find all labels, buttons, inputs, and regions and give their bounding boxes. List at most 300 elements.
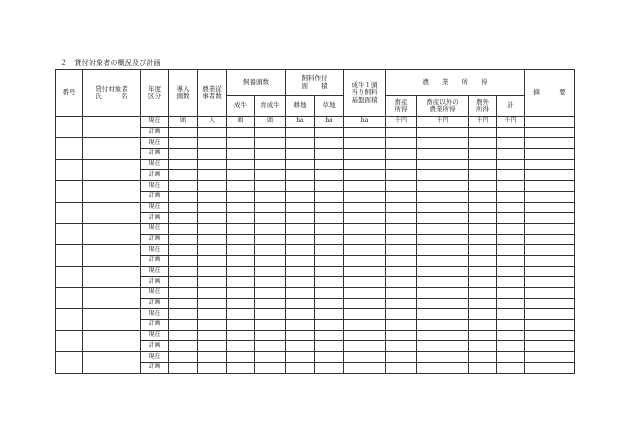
value-cell-inc-livestock[interactable] (386, 245, 417, 256)
remarks-cell[interactable] (525, 159, 575, 170)
value-cell-inc-other[interactable] (417, 330, 469, 341)
value-cell-per-head[interactable] (344, 191, 386, 202)
value-cell-intro[interactable] (169, 213, 198, 224)
value-cell-intro[interactable] (169, 298, 198, 309)
value-cell-inc-total[interactable]: 千円 (497, 117, 525, 128)
value-cell-young[interactable] (255, 213, 286, 224)
value-cell-workers[interactable] (198, 288, 227, 299)
value-cell-inc-total[interactable] (497, 330, 525, 341)
value-cell-young[interactable] (255, 298, 286, 309)
value-cell-intro[interactable] (169, 181, 198, 192)
remarks-cell[interactable] (525, 298, 575, 309)
value-cell-inc-other[interactable] (417, 245, 469, 256)
value-cell-inc-livestock[interactable] (386, 181, 417, 192)
value-cell-young[interactable] (255, 245, 286, 256)
value-cell-inc-livestock[interactable] (386, 255, 417, 266)
value-cell-inc-livestock[interactable] (386, 234, 417, 245)
value-cell-tilled[interactable] (286, 138, 315, 149)
value-cell-adult[interactable] (227, 309, 255, 320)
value-cell-grass[interactable] (315, 159, 344, 170)
value-cell-tilled[interactable] (286, 288, 315, 299)
value-cell-inc-other[interactable] (417, 191, 469, 202)
value-cell-inc-other[interactable] (417, 298, 469, 309)
value-cell-tilled[interactable] (286, 255, 315, 266)
value-cell-young[interactable] (255, 255, 286, 266)
value-cell-workers[interactable] (198, 170, 227, 181)
value-cell-grass[interactable] (315, 181, 344, 192)
remarks-cell[interactable] (525, 352, 575, 363)
value-cell-intro[interactable] (169, 255, 198, 266)
value-cell-tilled[interactable] (286, 223, 315, 234)
applicant-name-cell[interactable] (83, 245, 141, 266)
value-cell-workers[interactable] (198, 202, 227, 213)
remarks-cell[interactable] (525, 181, 575, 192)
value-cell-per-head[interactable] (344, 309, 386, 320)
value-cell-adult[interactable] (227, 330, 255, 341)
value-cell-adult[interactable] (227, 170, 255, 181)
value-cell-workers[interactable]: 人 (198, 117, 227, 128)
value-cell-inc-off[interactable] (469, 266, 497, 277)
remarks-cell[interactable] (525, 117, 575, 128)
value-cell-inc-livestock[interactable] (386, 309, 417, 320)
value-cell-inc-total[interactable] (497, 341, 525, 352)
value-cell-workers[interactable] (198, 159, 227, 170)
value-cell-grass[interactable] (315, 330, 344, 341)
value-cell-young[interactable] (255, 191, 286, 202)
value-cell-adult[interactable]: 頭 (227, 117, 255, 128)
remarks-cell[interactable] (525, 149, 575, 160)
remarks-cell[interactable] (525, 213, 575, 224)
value-cell-workers[interactable] (198, 181, 227, 192)
value-cell-tilled[interactable] (286, 181, 315, 192)
value-cell-intro[interactable] (169, 159, 198, 170)
value-cell-inc-total[interactable] (497, 362, 525, 373)
value-cell-inc-off[interactable]: 千円 (469, 117, 497, 128)
value-cell-intro[interactable] (169, 234, 198, 245)
value-cell-grass[interactable] (315, 362, 344, 373)
value-cell-inc-off[interactable] (469, 223, 497, 234)
value-cell-per-head[interactable] (344, 170, 386, 181)
value-cell-per-head[interactable] (344, 266, 386, 277)
value-cell-inc-other[interactable] (417, 170, 469, 181)
value-cell-tilled[interactable] (286, 127, 315, 138)
value-cell-inc-off[interactable] (469, 330, 497, 341)
value-cell-inc-total[interactable] (497, 298, 525, 309)
value-cell-intro[interactable] (169, 223, 198, 234)
number-cell[interactable] (56, 288, 83, 309)
value-cell-adult[interactable] (227, 288, 255, 299)
value-cell-workers[interactable] (198, 330, 227, 341)
number-cell[interactable] (56, 181, 83, 202)
value-cell-adult[interactable] (227, 149, 255, 160)
value-cell-tilled[interactable] (286, 234, 315, 245)
value-cell-adult[interactable] (227, 181, 255, 192)
remarks-cell[interactable] (525, 309, 575, 320)
value-cell-inc-other[interactable] (417, 234, 469, 245)
remarks-cell[interactable] (525, 127, 575, 138)
value-cell-inc-off[interactable] (469, 159, 497, 170)
value-cell-per-head[interactable] (344, 149, 386, 160)
value-cell-inc-livestock[interactable] (386, 202, 417, 213)
value-cell-per-head[interactable] (344, 223, 386, 234)
value-cell-per-head[interactable] (344, 320, 386, 331)
value-cell-adult[interactable] (227, 341, 255, 352)
value-cell-tilled[interactable] (286, 159, 315, 170)
value-cell-inc-off[interactable] (469, 298, 497, 309)
value-cell-tilled[interactable] (286, 245, 315, 256)
value-cell-inc-livestock[interactable] (386, 127, 417, 138)
value-cell-workers[interactable] (198, 245, 227, 256)
value-cell-inc-other[interactable] (417, 288, 469, 299)
value-cell-young[interactable] (255, 309, 286, 320)
value-cell-inc-livestock[interactable] (386, 330, 417, 341)
value-cell-tilled[interactable] (286, 341, 315, 352)
value-cell-inc-other[interactable] (417, 362, 469, 373)
value-cell-inc-total[interactable] (497, 202, 525, 213)
value-cell-workers[interactable] (198, 234, 227, 245)
number-cell[interactable] (56, 309, 83, 330)
remarks-cell[interactable] (525, 341, 575, 352)
value-cell-young[interactable] (255, 320, 286, 331)
value-cell-inc-total[interactable] (497, 213, 525, 224)
value-cell-intro[interactable] (169, 320, 198, 331)
value-cell-young[interactable]: 頭 (255, 117, 286, 128)
value-cell-grass[interactable] (315, 138, 344, 149)
value-cell-adult[interactable] (227, 159, 255, 170)
value-cell-young[interactable] (255, 341, 286, 352)
value-cell-inc-total[interactable] (497, 234, 525, 245)
remarks-cell[interactable] (525, 330, 575, 341)
value-cell-intro[interactable] (169, 149, 198, 160)
value-cell-inc-total[interactable] (497, 288, 525, 299)
value-cell-tilled[interactable]: ha (286, 117, 315, 128)
value-cell-young[interactable] (255, 127, 286, 138)
value-cell-adult[interactable] (227, 320, 255, 331)
applicant-name-cell[interactable] (83, 330, 141, 351)
value-cell-intro[interactable] (169, 245, 198, 256)
value-cell-workers[interactable] (198, 362, 227, 373)
value-cell-adult[interactable] (227, 127, 255, 138)
remarks-cell[interactable] (525, 223, 575, 234)
number-cell[interactable] (56, 245, 83, 266)
value-cell-workers[interactable] (198, 138, 227, 149)
value-cell-young[interactable] (255, 277, 286, 288)
value-cell-workers[interactable] (198, 320, 227, 331)
remarks-cell[interactable] (525, 277, 575, 288)
value-cell-adult[interactable] (227, 138, 255, 149)
value-cell-inc-livestock[interactable] (386, 341, 417, 352)
value-cell-tilled[interactable] (286, 149, 315, 160)
value-cell-adult[interactable] (227, 266, 255, 277)
value-cell-workers[interactable] (198, 298, 227, 309)
value-cell-tilled[interactable] (286, 362, 315, 373)
value-cell-intro[interactable] (169, 191, 198, 202)
value-cell-inc-off[interactable] (469, 352, 497, 363)
value-cell-workers[interactable] (198, 191, 227, 202)
value-cell-per-head[interactable] (344, 234, 386, 245)
value-cell-workers[interactable] (198, 223, 227, 234)
value-cell-adult[interactable] (227, 191, 255, 202)
value-cell-young[interactable] (255, 352, 286, 363)
value-cell-inc-other[interactable] (417, 266, 469, 277)
value-cell-inc-off[interactable] (469, 341, 497, 352)
number-cell[interactable] (56, 352, 83, 373)
value-cell-per-head[interactable] (344, 362, 386, 373)
value-cell-grass[interactable]: ha (315, 117, 344, 128)
value-cell-tilled[interactable] (286, 277, 315, 288)
value-cell-inc-other[interactable] (417, 159, 469, 170)
value-cell-grass[interactable] (315, 170, 344, 181)
value-cell-intro[interactable] (169, 362, 198, 373)
value-cell-inc-livestock[interactable] (386, 213, 417, 224)
value-cell-inc-total[interactable] (497, 352, 525, 363)
value-cell-inc-other[interactable] (417, 181, 469, 192)
value-cell-intro[interactable]: 頭 (169, 117, 198, 128)
value-cell-inc-total[interactable] (497, 266, 525, 277)
value-cell-adult[interactable] (227, 362, 255, 373)
value-cell-tilled[interactable] (286, 309, 315, 320)
value-cell-inc-other[interactable]: 千円 (417, 117, 469, 128)
value-cell-inc-off[interactable] (469, 234, 497, 245)
value-cell-intro[interactable] (169, 341, 198, 352)
value-cell-inc-livestock[interactable] (386, 223, 417, 234)
value-cell-inc-other[interactable] (417, 255, 469, 266)
value-cell-tilled[interactable] (286, 298, 315, 309)
value-cell-workers[interactable] (198, 341, 227, 352)
value-cell-inc-other[interactable] (417, 223, 469, 234)
value-cell-inc-livestock[interactable] (386, 149, 417, 160)
value-cell-tilled[interactable] (286, 330, 315, 341)
value-cell-adult[interactable] (227, 255, 255, 266)
value-cell-per-head[interactable] (344, 352, 386, 363)
value-cell-intro[interactable] (169, 352, 198, 363)
value-cell-inc-other[interactable] (417, 149, 469, 160)
number-cell[interactable] (56, 223, 83, 244)
value-cell-young[interactable] (255, 202, 286, 213)
value-cell-per-head[interactable] (344, 288, 386, 299)
value-cell-inc-off[interactable] (469, 149, 497, 160)
value-cell-grass[interactable] (315, 255, 344, 266)
value-cell-grass[interactable] (315, 127, 344, 138)
value-cell-inc-off[interactable] (469, 309, 497, 320)
value-cell-grass[interactable] (315, 309, 344, 320)
number-cell[interactable] (56, 330, 83, 351)
value-cell-inc-off[interactable] (469, 255, 497, 266)
applicant-name-cell[interactable] (83, 159, 141, 180)
remarks-cell[interactable] (525, 245, 575, 256)
value-cell-grass[interactable] (315, 320, 344, 331)
value-cell-inc-total[interactable] (497, 255, 525, 266)
applicant-name-cell[interactable] (83, 223, 141, 244)
value-cell-grass[interactable] (315, 223, 344, 234)
value-cell-inc-other[interactable] (417, 352, 469, 363)
applicant-name-cell[interactable] (83, 288, 141, 309)
number-cell[interactable] (56, 159, 83, 180)
value-cell-tilled[interactable] (286, 170, 315, 181)
value-cell-inc-off[interactable] (469, 181, 497, 192)
value-cell-grass[interactable] (315, 149, 344, 160)
value-cell-inc-livestock[interactable] (386, 191, 417, 202)
value-cell-inc-total[interactable] (497, 170, 525, 181)
value-cell-adult[interactable] (227, 213, 255, 224)
number-cell[interactable] (56, 138, 83, 159)
value-cell-inc-off[interactable] (469, 170, 497, 181)
value-cell-intro[interactable] (169, 170, 198, 181)
value-cell-inc-off[interactable] (469, 138, 497, 149)
value-cell-inc-other[interactable] (417, 213, 469, 224)
value-cell-inc-total[interactable] (497, 138, 525, 149)
value-cell-workers[interactable] (198, 149, 227, 160)
value-cell-inc-off[interactable] (469, 127, 497, 138)
value-cell-intro[interactable] (169, 309, 198, 320)
value-cell-grass[interactable] (315, 245, 344, 256)
value-cell-intro[interactable] (169, 138, 198, 149)
remarks-cell[interactable] (525, 170, 575, 181)
value-cell-inc-livestock[interactable] (386, 352, 417, 363)
value-cell-young[interactable] (255, 170, 286, 181)
remarks-cell[interactable] (525, 202, 575, 213)
value-cell-per-head[interactable] (344, 330, 386, 341)
value-cell-inc-livestock[interactable]: 千円 (386, 117, 417, 128)
value-cell-per-head[interactable] (344, 298, 386, 309)
value-cell-intro[interactable] (169, 277, 198, 288)
value-cell-inc-livestock[interactable] (386, 170, 417, 181)
value-cell-tilled[interactable] (286, 266, 315, 277)
value-cell-tilled[interactable] (286, 352, 315, 363)
applicant-name-cell[interactable] (83, 266, 141, 287)
value-cell-inc-off[interactable] (469, 202, 497, 213)
value-cell-grass[interactable] (315, 288, 344, 299)
applicant-name-cell[interactable] (83, 352, 141, 373)
value-cell-intro[interactable] (169, 288, 198, 299)
value-cell-tilled[interactable] (286, 202, 315, 213)
applicant-name-cell[interactable] (83, 181, 141, 202)
value-cell-inc-off[interactable] (469, 191, 497, 202)
value-cell-intro[interactable] (169, 127, 198, 138)
value-cell-grass[interactable] (315, 191, 344, 202)
value-cell-workers[interactable] (198, 352, 227, 363)
value-cell-inc-total[interactable] (497, 320, 525, 331)
value-cell-per-head[interactable]: ha (344, 117, 386, 128)
value-cell-grass[interactable] (315, 277, 344, 288)
value-cell-intro[interactable] (169, 266, 198, 277)
value-cell-per-head[interactable] (344, 255, 386, 266)
value-cell-adult[interactable] (227, 223, 255, 234)
value-cell-inc-total[interactable] (497, 127, 525, 138)
value-cell-grass[interactable] (315, 213, 344, 224)
number-cell[interactable] (56, 202, 83, 223)
value-cell-inc-other[interactable] (417, 309, 469, 320)
value-cell-adult[interactable] (227, 277, 255, 288)
value-cell-intro[interactable] (169, 202, 198, 213)
value-cell-inc-livestock[interactable] (386, 362, 417, 373)
value-cell-inc-total[interactable] (497, 245, 525, 256)
value-cell-young[interactable] (255, 362, 286, 373)
value-cell-inc-off[interactable] (469, 245, 497, 256)
value-cell-inc-total[interactable] (497, 149, 525, 160)
remarks-cell[interactable] (525, 234, 575, 245)
applicant-name-cell[interactable] (83, 202, 141, 223)
value-cell-inc-other[interactable] (417, 202, 469, 213)
value-cell-inc-other[interactable] (417, 127, 469, 138)
value-cell-inc-livestock[interactable] (386, 266, 417, 277)
value-cell-inc-total[interactable] (497, 277, 525, 288)
value-cell-per-head[interactable] (344, 213, 386, 224)
value-cell-adult[interactable] (227, 202, 255, 213)
value-cell-grass[interactable] (315, 234, 344, 245)
value-cell-inc-other[interactable] (417, 277, 469, 288)
value-cell-adult[interactable] (227, 352, 255, 363)
value-cell-adult[interactable] (227, 234, 255, 245)
value-cell-per-head[interactable] (344, 181, 386, 192)
value-cell-inc-total[interactable] (497, 223, 525, 234)
remarks-cell[interactable] (525, 288, 575, 299)
applicant-name-cell[interactable] (83, 138, 141, 159)
value-cell-per-head[interactable] (344, 127, 386, 138)
value-cell-inc-total[interactable] (497, 181, 525, 192)
value-cell-grass[interactable] (315, 298, 344, 309)
value-cell-workers[interactable] (198, 213, 227, 224)
remarks-cell[interactable] (525, 138, 575, 149)
value-cell-young[interactable] (255, 138, 286, 149)
value-cell-workers[interactable] (198, 309, 227, 320)
value-cell-workers[interactable] (198, 127, 227, 138)
value-cell-inc-total[interactable] (497, 159, 525, 170)
value-cell-per-head[interactable] (344, 159, 386, 170)
applicant-name-cell[interactable] (83, 309, 141, 330)
value-cell-grass[interactable] (315, 352, 344, 363)
value-cell-young[interactable] (255, 288, 286, 299)
remarks-cell[interactable] (525, 362, 575, 373)
value-cell-inc-other[interactable] (417, 320, 469, 331)
value-cell-per-head[interactable] (344, 202, 386, 213)
value-cell-young[interactable] (255, 330, 286, 341)
value-cell-per-head[interactable] (344, 138, 386, 149)
value-cell-inc-livestock[interactable] (386, 138, 417, 149)
value-cell-inc-off[interactable] (469, 277, 497, 288)
number-cell[interactable] (56, 266, 83, 287)
value-cell-tilled[interactable] (286, 191, 315, 202)
value-cell-inc-off[interactable] (469, 320, 497, 331)
value-cell-tilled[interactable] (286, 213, 315, 224)
value-cell-young[interactable] (255, 266, 286, 277)
value-cell-per-head[interactable] (344, 277, 386, 288)
value-cell-inc-livestock[interactable] (386, 277, 417, 288)
number-cell[interactable] (56, 117, 83, 138)
value-cell-inc-livestock[interactable] (386, 298, 417, 309)
value-cell-workers[interactable] (198, 255, 227, 266)
value-cell-per-head[interactable] (344, 341, 386, 352)
applicant-name-cell[interactable] (83, 117, 141, 138)
value-cell-inc-total[interactable] (497, 191, 525, 202)
value-cell-inc-livestock[interactable] (386, 320, 417, 331)
value-cell-workers[interactable] (198, 277, 227, 288)
value-cell-inc-livestock[interactable] (386, 159, 417, 170)
value-cell-young[interactable] (255, 159, 286, 170)
remarks-cell[interactable] (525, 266, 575, 277)
value-cell-per-head[interactable] (344, 245, 386, 256)
value-cell-inc-other[interactable] (417, 138, 469, 149)
value-cell-adult[interactable] (227, 245, 255, 256)
value-cell-tilled[interactable] (286, 320, 315, 331)
value-cell-intro[interactable] (169, 330, 198, 341)
value-cell-young[interactable] (255, 223, 286, 234)
value-cell-grass[interactable] (315, 266, 344, 277)
value-cell-young[interactable] (255, 149, 286, 160)
value-cell-grass[interactable] (315, 202, 344, 213)
value-cell-inc-off[interactable] (469, 288, 497, 299)
value-cell-inc-total[interactable] (497, 309, 525, 320)
